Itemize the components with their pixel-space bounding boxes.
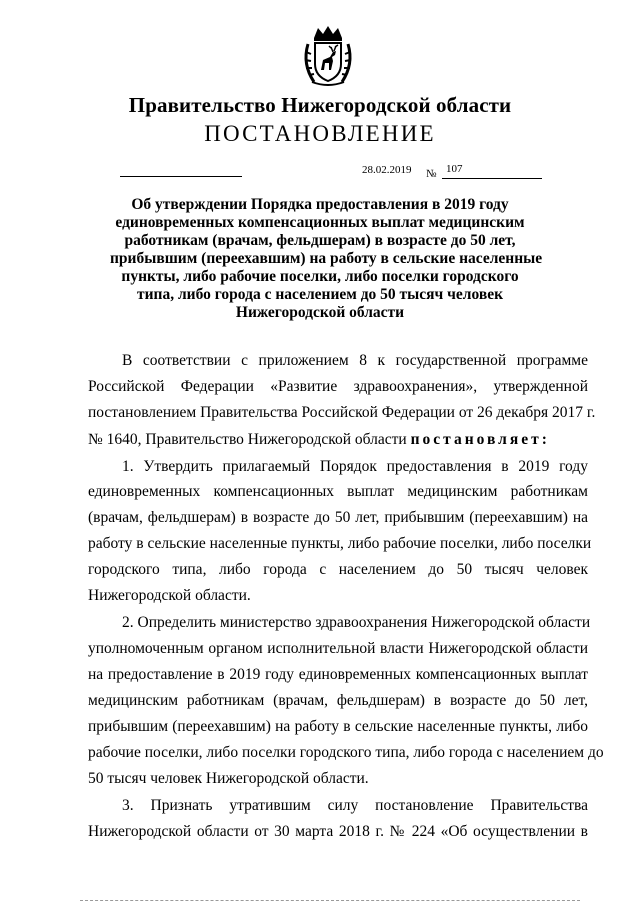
body-line: В соответствии с приложением 8 к государственной программе [122,352,588,369]
date-underline-left [120,176,242,177]
body-line: постановлением Правительства Российской Федерации от 26 декабря 2017 г. [88,404,596,421]
body-text: № 1640, Правительство Нижегородской области [88,431,411,448]
document-title [110,196,543,322]
coat-of-arms-icon [300,24,356,88]
body-line: городского типа, либо города с населением до 50 тысяч человек [88,561,588,578]
body-line: Российской Федерации «Развитие здравоохранения», утвержденной [88,378,588,395]
body-line: рабочие поселки, либо поселки городского типа, либо города с населением до [88,744,604,761]
body-line: Нижегородской области от 30 марта 2018 г. № 224 «Об осуществлении в [88,823,588,840]
number-underline [442,178,542,179]
title-line: типа, либо города с населением до 50 тысяч человек [137,286,503,303]
resolution-keyword: постановляет: [410,431,550,448]
body-line [88,431,588,449]
title-line: Об утверждении Порядка предоставления в 2019 году [131,196,509,213]
body-line: 2. Определить министерство здравоохранения Нижегородской области [122,614,591,631]
body-line: прибывшим (переехавшим) на работу в сельские населенные пункты, либо [88,718,588,735]
body-line: 50 тысяч человек Нижегородской области. [88,770,369,787]
title-line: единовременных компенсационных выплат медицинским [115,214,525,231]
body-line: уполномоченным органом исполнительной власти Нижегородской области [88,640,588,657]
government-name: Правительство Нижегородской области [128,93,512,117]
body-line: Нижегородской области. [88,587,251,604]
title-line: пункты, либо рабочие поселки, либо поселки городского [121,268,519,285]
body-line: (врачам, фельдшерам) в возрасте до 50 лет, прибывшим (переехавшим) на [88,509,588,526]
title-line: прибывшим (переехавшим) на работу в сельские населенные [110,250,543,267]
coat-of-arms-emblem [300,24,356,88]
body-line: 3. Признать утратившим силу постановление Правительства [122,797,588,814]
document-type: ПОСТАНОВЛЕНИЕ [204,121,436,146]
number-sign: № [426,168,437,180]
body-line: медицинским работникам (врачам, фельдшерам) в возрасте до 50 лет, [88,692,588,709]
title-line: Нижегородской области [235,304,405,321]
body-line: работу в сельские населенные пункты, либо рабочие поселки, либо поселки [88,535,592,552]
title-line: работникам (врачам, фельдшерам) в возрасте до 50 лет, [124,232,516,249]
body-line: на предоставление в 2019 году единовременных компенсационных выплат [88,666,588,683]
body-line: 1. Утвердить прилагаемый Порядок предоставления в 2019 году [122,458,588,475]
document-number: 107 [446,163,463,175]
document-date: 28.02.2019 [362,164,412,176]
page-cut-edge [80,900,580,906]
body-line: единовременных компенсационных выплат медицинским работникам [88,483,588,500]
